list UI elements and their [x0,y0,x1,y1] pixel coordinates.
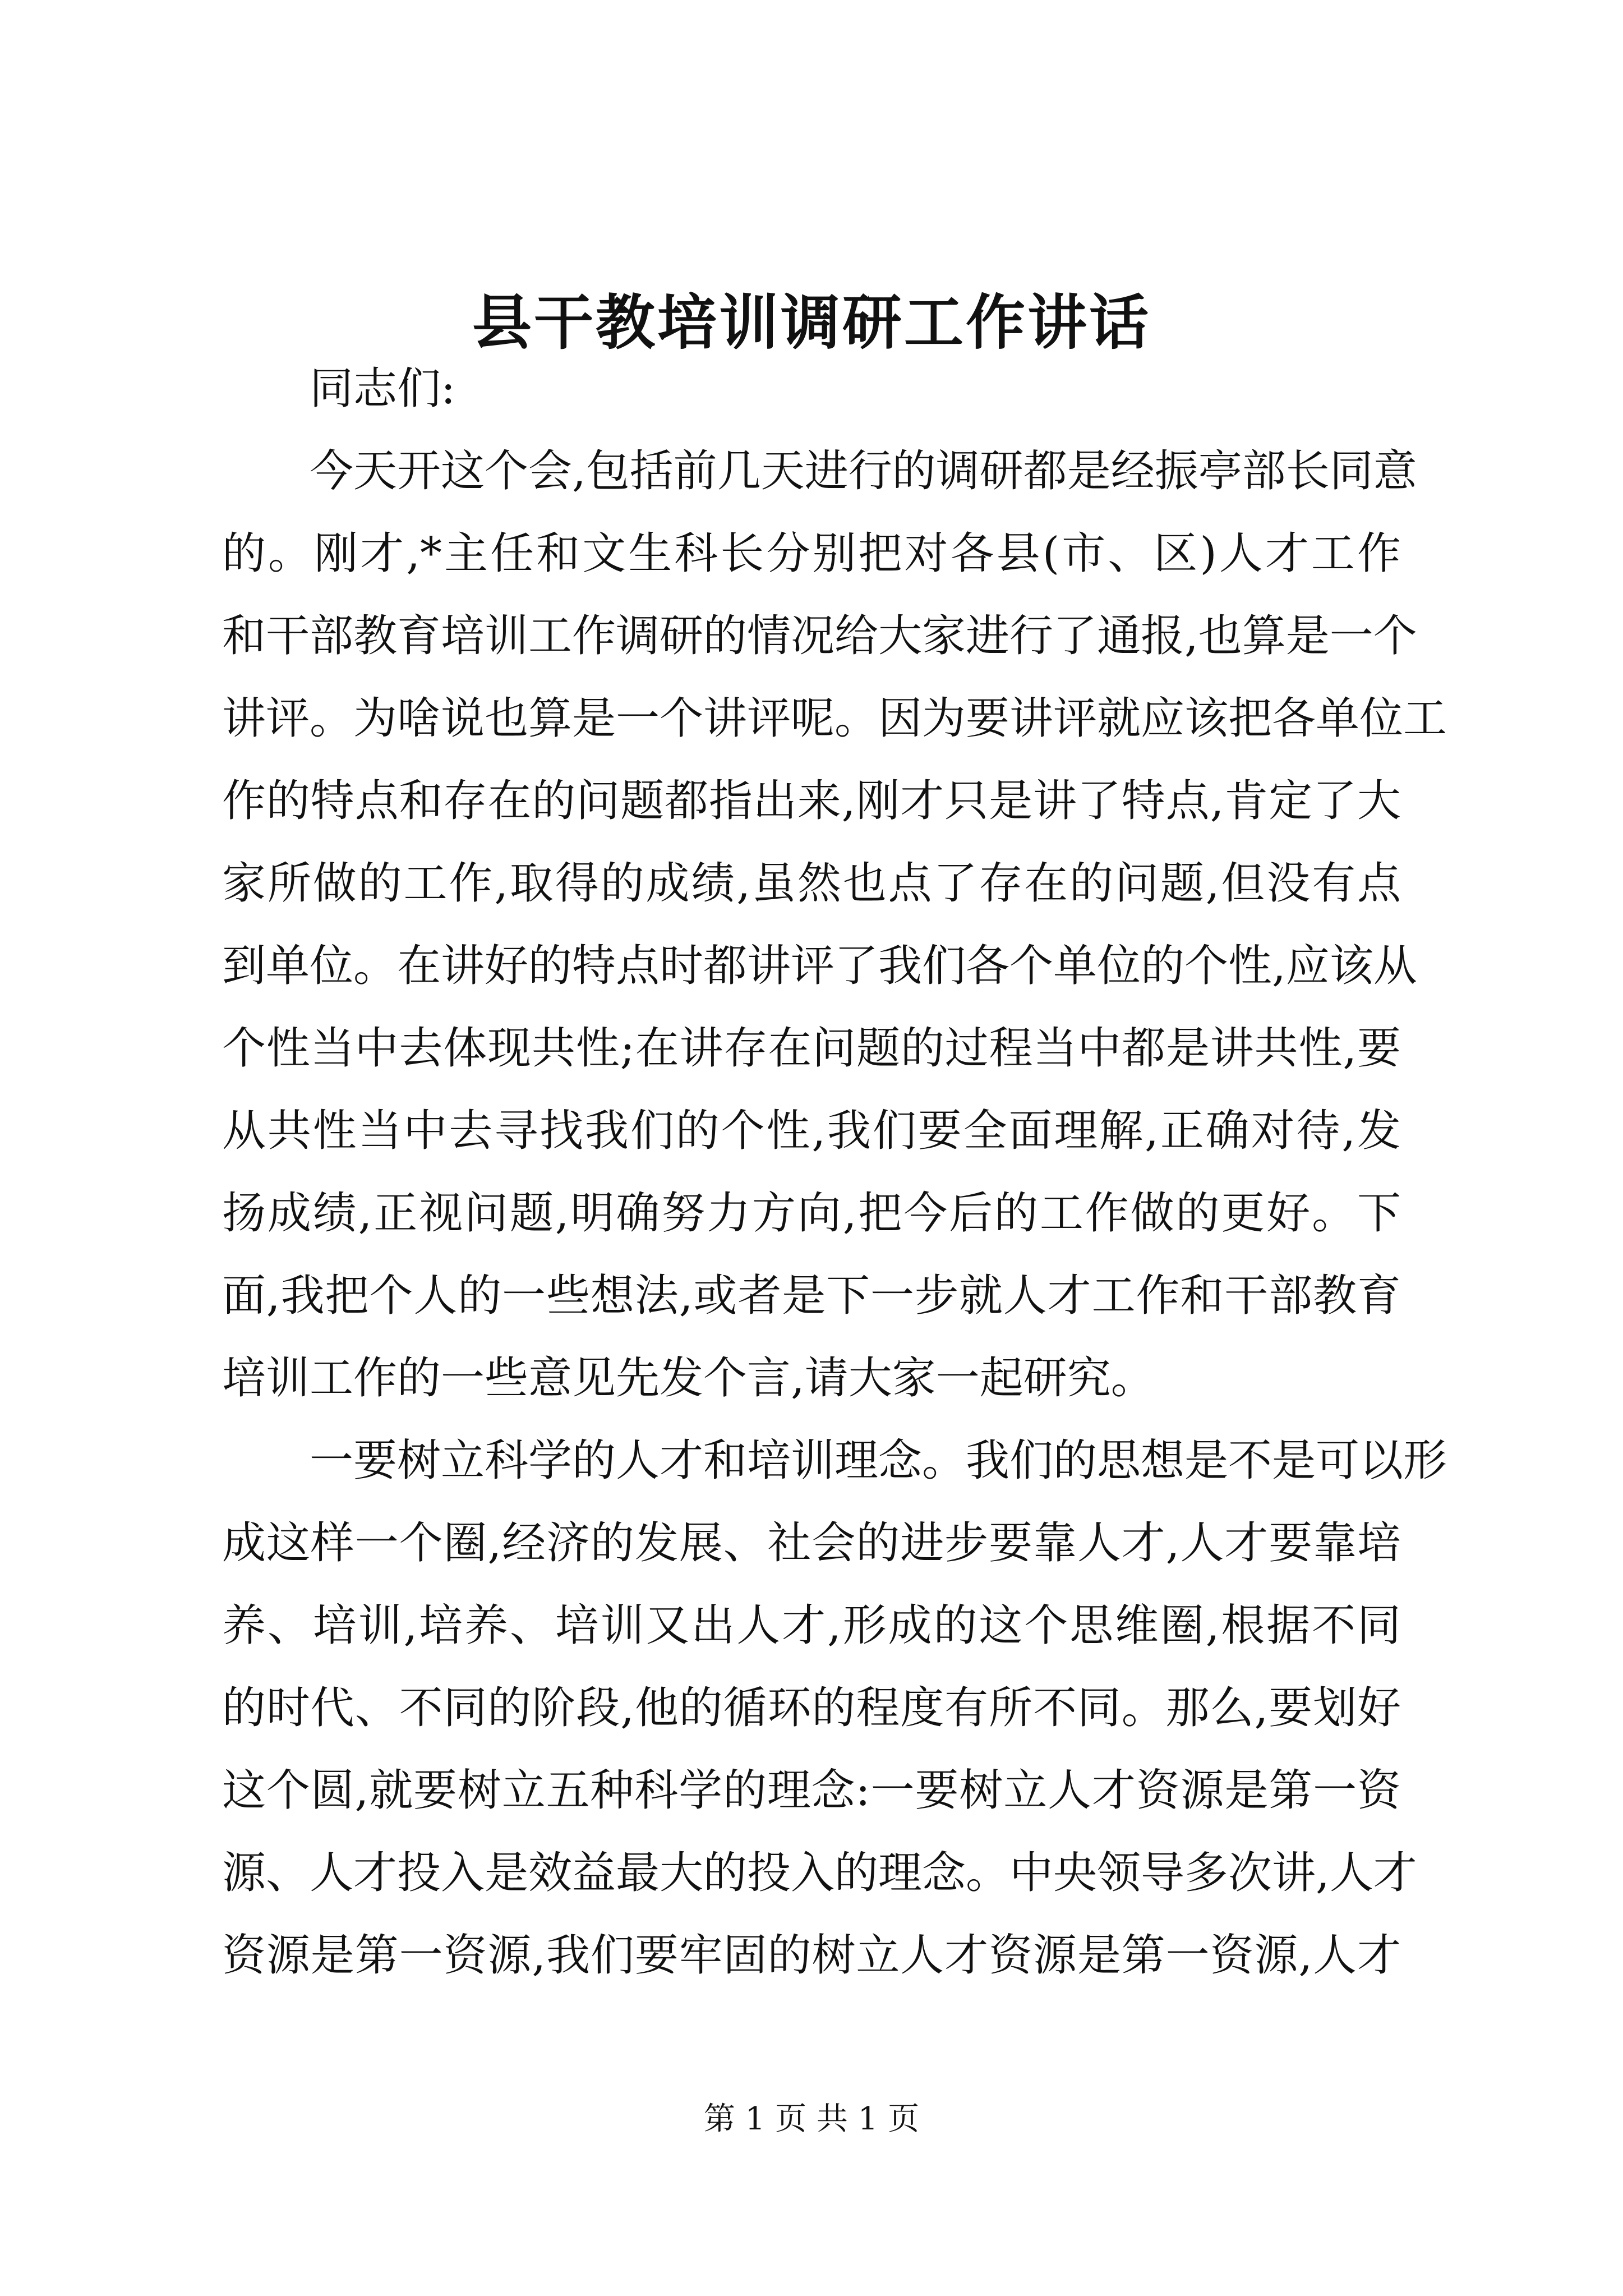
body-line: 扬成绩,正视问题,明确努力方向,把今后的工作做的更好。下 [222,1188,1401,1239]
body-line: 和干部教育培训工作调研的情况给大家进行了通报,也算是一个 [222,611,1417,661]
body-line: 的时代、不同的阶段,他的循环的程度有所不同。那么,要划好 [222,1683,1401,1733]
body-line: 源、人才投入是效益最大的投入的理念。中央领导多次讲,人才 [222,1848,1417,1898]
body-line: 养、培训,培养、培训又出人才,形成的这个思维圈,根据不同 [222,1600,1401,1651]
body-line: 今天开这个会,包括前几天进行的调研都是经振亭部长同意 [310,446,1417,496]
document-body [222,348,1447,1997]
body-line: 的。刚才,*主任和文生科长分别把对各县(市、区)人才工作 [222,528,1401,579]
body-line: 资源是第一资源,我们要牢固的树立人才资源是第一资源,人才 [222,1930,1401,1981]
page-footer: 第 1 页 共 1 页 [703,2101,920,2137]
body-line: 家所做的工作,取得的成绩,虽然也点了存在的问题,但没有点 [222,858,1401,909]
body-line: 从共性当中去寻找我们的个性,我们要全面理解,正确对待,发 [222,1106,1401,1156]
body-line: 一要树立科学的人才和培训理念。我们的思想是不是可以形 [310,1435,1447,1486]
body-line: 作的特点和存在的问题都指出来,刚才只是讲了特点,肯定了大 [222,776,1401,826]
body-line: 这个圆,就要树立五种科学的理念:一要树立人才资源是第一资 [222,1765,1401,1816]
body-line: 到单位。在讲好的特点时都讲评了我们各个单位的个性,应该从 [222,941,1417,991]
body-line: 成这样一个圈,经济的发展、社会的进步要靠人才,人才要靠培 [222,1518,1401,1568]
document-title: 县干教培训调研工作讲话 [472,287,1151,357]
body-line: 讲评。为啥说也算是一个讲评呢。因为要讲评就应该把各单位工 [222,693,1447,744]
body-line: 个性当中去体现共性;在讲存在问题的过程当中都是讲共性,要 [222,1023,1401,1074]
body-line: 同志们: [310,364,456,414]
body-line: 面,我把个人的一些想法,或者是下一步就人才工作和干部教育 [222,1271,1401,1321]
body-line: 培训工作的一些意见先发个言,请大家一起研究。 [222,1353,1155,1404]
